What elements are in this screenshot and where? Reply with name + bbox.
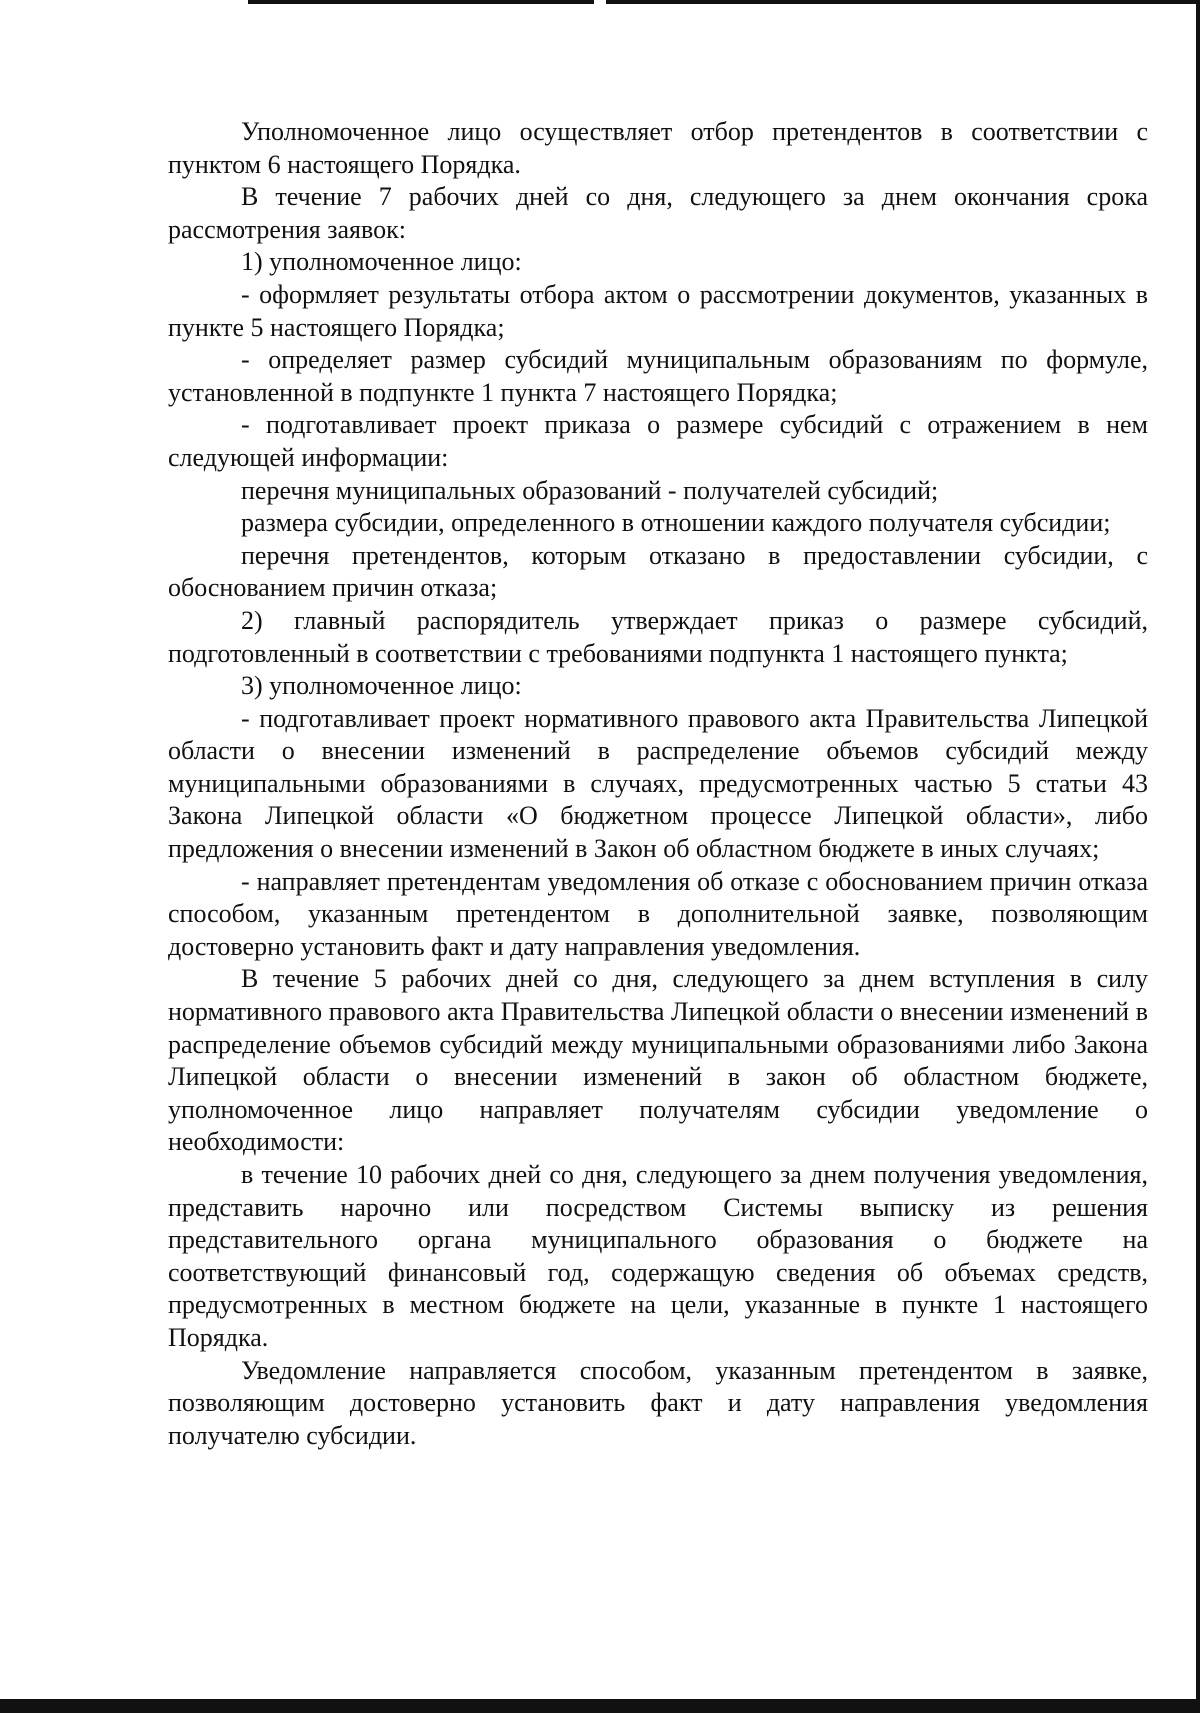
paragraph: 3) уполномоченное лицо: [241, 671, 522, 701]
paragraph: Уполномоченное лицо осуществляет отбор претендентов в соответствии с пунктом 6 настоящего Порядка. [168, 117, 1148, 179]
scan-edge-right [1196, 0, 1200, 1713]
paragraph: - подготавливает проект нормативного правового акта Правительства Липецкой области о внесении изменений в распределение объемов субсидий между муниципальными образованиями в случаях, предусмотренных частью 5 статьи 43 Закона Липецкой области «О бюджетном процессе Липецкой области», либо предложения о внесении изменений в Закон об областном бюджете в иных случаях; [168, 703, 1148, 864]
paragraph: В течение 7 рабочих дней со дня, следующего за днем окончания срока рассмотрения заявок: [168, 182, 1148, 244]
document-body [168, 116, 1148, 1452]
scan-edge-top-left [248, 0, 594, 4]
paragraph: - оформляет результаты отбора актом о рассмотрении документов, указанных в пункте 5 настоящего Порядка; [168, 279, 1148, 342]
paragraph: размера субсидии, определенного в отношении каждого получателя субсидии; [241, 508, 1111, 538]
paragraph: в течение 10 рабочих дней со дня, следующего за днем получения уведомления, представить нарочно или посредством Системы выписку из решения представительного органа муниципального образования о бюджете на соответствующий финансовый год, содержащую сведения об объемах средств, предусмотренных в местном бюджете на цели, указанные в пункте 1 настоящего Порядка. [168, 1160, 1148, 1352]
scan-edge-top-right [606, 0, 1200, 4]
paragraph: - направляет претендентам уведомления об отказе с обоснованием причин отказа способом, указанным претендентом в дополнительной заявке, позволяющим достоверно установить факт и дату направления уведомления. [168, 866, 1148, 961]
paragraph: перечня муниципальных образований - получателей субсидий; [241, 475, 939, 505]
paragraph: Уведомление направляется способом, указанным претендентом в заявке, позволяющим достоверно установить факт и дату направления уведомления получателю субсидии. [168, 1355, 1148, 1450]
paragraph: перечня претендентов, которым отказано в предоставлении субсидии, с обоснованием причин отказа; [168, 540, 1148, 603]
paragraph: 2) главный распорядитель утверждает приказ о размере субсидий, подготовленный в соответствии с требованиями подпункта 1 настоящего пункта; [168, 605, 1148, 668]
scan-edge-bottom [0, 1699, 1200, 1713]
paragraph: В течение 5 рабочих дней со дня, следующего за днем вступления в силу нормативного правового акта Правительства Липецкой области о внесении изменений в распределение объемов субсидий между муниципальными образованиями либо Закона Липецкой области о внесении изменений в закон об областном бюджете, уполномоченное лицо направляет получателям субсидии уведомление о необходимости: [168, 964, 1148, 1157]
paragraph: 1) уполномоченное лицо: [241, 247, 522, 277]
paragraph: - определяет размер субсидий муниципальным образованиям по формуле, установленной в подпункте 1 пункта 7 настоящего Порядка; [168, 345, 1148, 407]
paragraph: - подготавливает проект приказа о размере субсидий с отражением в нем следующей информации: [168, 410, 1148, 472]
